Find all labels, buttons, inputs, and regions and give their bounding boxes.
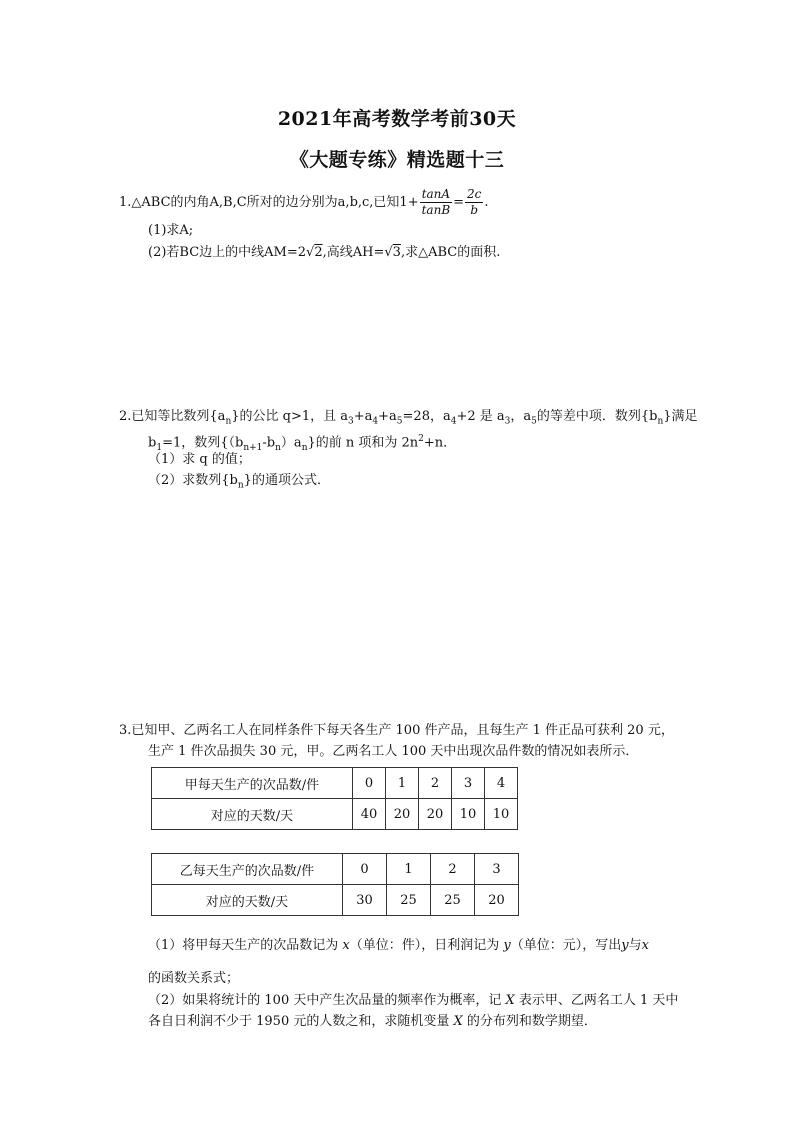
table-row	[152, 885, 519, 916]
q3-line1: 3.已知甲、乙两名工人在同样条件下每天各生产 100 件产品，且每生产 1 件正品可获利 20 元，	[119, 723, 674, 738]
table-cell: 0	[353, 768, 386, 799]
q3-part2-cont: 各自日利润不少于 1950 元的人数之和，求随机变量 X 的分布列和数学期望．	[148, 1014, 597, 1029]
table-cell: 0	[343, 854, 387, 885]
table-cell: 2	[419, 768, 452, 799]
table-worker-jia	[151, 767, 518, 830]
q1-fraction-tan: $\frac{\tan A}{\tan B}$	[421, 187, 451, 217]
q3-part1-cont: 的函数关系式；	[148, 971, 240, 986]
q3-part1: （1）将甲每天生产的次品数记为 x（单位：件），日利润记为 y（单位：元），写出y与x	[148, 938, 649, 953]
table-row	[152, 854, 519, 885]
table-cell: 对应的天数/天	[152, 885, 343, 916]
table-cell: 4	[485, 768, 518, 799]
q3-part2: （2）如果将统计的 100 天中产生次品量的频率作为概率，记 X 表示甲、乙两名工人 1 天中	[148, 993, 679, 1008]
q1-fraction-2c-b: $\frac{2c}{b}$	[467, 187, 482, 217]
table-cell: 20	[475, 885, 519, 916]
q3-line2: 生产 1 件次品损失 30 元，甲。乙两名工人 100 天中出现次品件数的情况如表所示．	[148, 744, 639, 759]
table-cell: 20	[419, 799, 452, 830]
table-cell: 1	[387, 854, 431, 885]
q1-statement: 1.△ABC的内角A,B,C所对的边分别为a,b,c,已知1+ $\frac{\tan A}{\tan B}$ = $\frac{2c}{b}$ .	[119, 187, 489, 217]
table-worker-yi	[151, 853, 519, 916]
table-cell: 对应的天数/天	[152, 799, 353, 830]
table-cell: 3	[452, 768, 485, 799]
q2-line2: $b_1=1$，数列$\{(b_{n+1}-b_n)a_n\}$的前 n 项和为 $2n^2+n$．	[148, 434, 457, 453]
table-cell: 乙每天生产的次品数/件	[152, 854, 343, 885]
table-cell: 1	[386, 768, 419, 799]
q1-part1: (1)求A;	[148, 223, 194, 238]
table-cell: 3	[475, 854, 519, 885]
table-cell: 20	[386, 799, 419, 830]
q2-part2: （2）求数列$\{b_n\}$的通项公式．	[148, 473, 330, 491]
table-cell: 25	[387, 885, 431, 916]
table-row	[152, 768, 518, 799]
table-cell: 10	[485, 799, 518, 830]
table-cell: 40	[353, 799, 386, 830]
q1-part2: (2)若BC边上的中线AM=2√2,高线AH=√3,求△ABC的面积.	[148, 245, 501, 260]
table-cell: 甲每天生产的次品数/件	[152, 768, 353, 799]
table-cell: 2	[431, 854, 475, 885]
q1-text: 1.△ABC的内角A,B,C所对的边分别为a,b,c,已知1+	[119, 195, 419, 210]
q2-part1: （1）求 q 的值；	[148, 452, 251, 467]
table-cell: 25	[431, 885, 475, 916]
document-subtitle: 《大题专练》精选题十三	[289, 149, 505, 171]
table-row	[152, 799, 518, 830]
q2-line1: 2.已知等比数列$\{a_n\}$的公比 q>1，且 $a_3+a_4+a_5=28$，$a_4+2$ 是 $a_3$，$a_5$的等差中项．数列$\{b_n\}$满足	[119, 409, 698, 427]
document-title: 2021年高考数学考前30天	[277, 108, 517, 130]
table-cell: 10	[452, 799, 485, 830]
table-cell: 30	[343, 885, 387, 916]
